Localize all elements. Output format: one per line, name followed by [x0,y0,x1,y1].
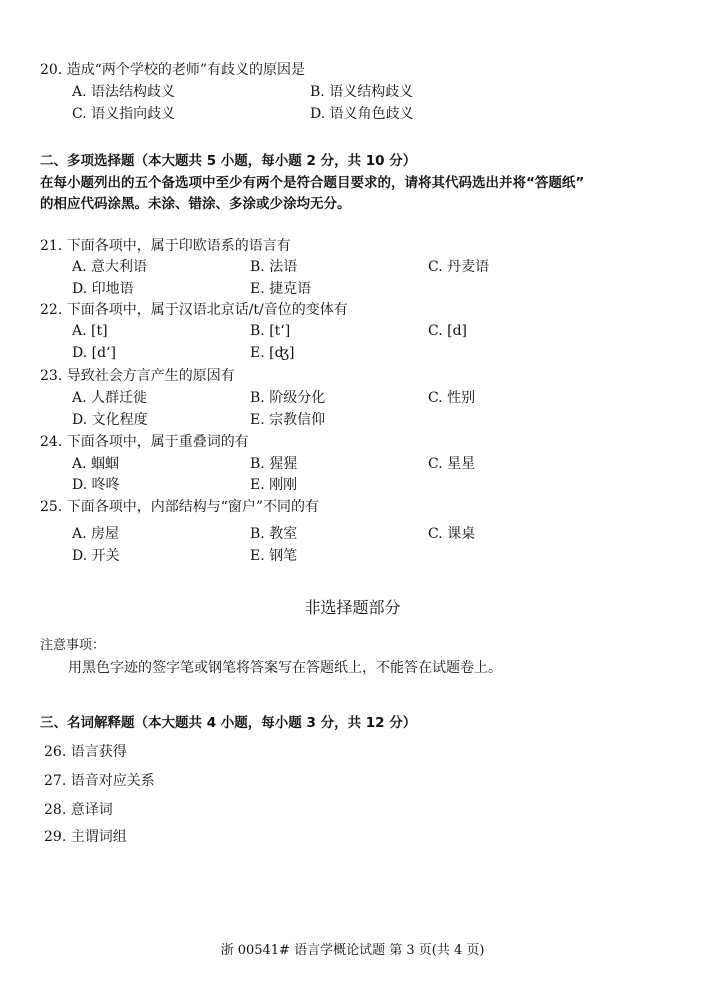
notes-label: 注意事项： [40,638,106,653]
question-20-option-b: B. 语义结构歧义 [310,84,414,100]
question-23-stem: 23. 导致社会方言产生的原因有 [40,368,235,384]
section-2-title: 二、多项选择题（本大题共 5 小题，每小题 2 分，共 10 分） [40,153,417,169]
question-22-stem: 22. 下面各项中，属于汉语北京话/t/音位的变体有 [40,302,348,318]
question-20-option-c: C. 语义指向歧义 [72,106,176,122]
question-24-option-b: B. 猩猩 [250,456,298,472]
question-24-option-c: C. 星星 [428,456,476,472]
page-footer: 浙 00541# 语言学概论试题 第 3 页(共 4 页) [220,943,485,958]
question-27: 27. 语音对应关系 [44,773,155,789]
question-25-option-e: E. 钢笔 [250,548,298,564]
question-28: 28. 意译词 [44,802,113,818]
section-2-instruction-line1: 在每小题列出的五个备选项中至少有两个是符合题目要求的，请将其代码选出并将“答题纸” [40,175,585,191]
question-25-stem: 25. 下面各项中，内部结构与“窗户”不同的有 [40,499,320,515]
section-3-title: 三、名词解释题（本大题共 4 小题，每小题 3 分，共 12 分） [40,715,417,731]
question-25-option-c: C. 课桌 [428,526,476,542]
question-22-option-d: D. [dʻ] [72,345,116,361]
question-23-option-a: A. 人群迁徙 [72,390,148,406]
question-24-option-a: A. 蝈蝈 [72,456,120,472]
question-21-stem: 21. 下面各项中，属于印欧语系的语言有 [40,238,291,254]
question-23-option-d: D. 文化程度 [72,412,148,428]
question-21-option-c: C. 丹麦语 [428,259,490,275]
question-23-option-b: B. 阶级分化 [250,390,326,406]
question-25-option-d: D. 开关 [72,548,120,564]
question-21-option-a: A. 意大利语 [72,259,148,275]
question-22-option-e: E. [ʤ] [250,345,295,361]
question-21-option-d: D. 印地语 [72,281,134,297]
question-22-option-c: C. [d] [428,323,467,339]
question-25-option-b: B. 教室 [250,526,298,542]
question-20-stem: 20. 造成“两个学校的老师”有歧义的原因是 [40,62,306,78]
question-21-option-e: E. 捷克语 [250,281,312,297]
question-20-option-a: A. 语法结构歧义 [72,84,176,100]
question-23-option-e: E. 宗教信仰 [250,412,326,428]
non-choice-part-title: 非选择题部分 [304,598,401,617]
question-22-option-b: B. [tʻ] [250,323,291,339]
question-24-stem: 24. 下面各项中，属于重叠词的有 [40,434,249,450]
question-22-option-a: A. [t] [72,323,108,339]
question-26: 26. 语言获得 [44,744,127,760]
question-20-option-d: D. 语义角色歧义 [310,106,414,122]
question-24-option-d: D. 咚咚 [72,477,120,493]
question-21-option-b: B. 法语 [250,259,298,275]
question-29: 29. 主谓词组 [44,829,127,845]
question-24-option-e: E. 刚刚 [250,477,298,493]
notes-text: 用黑色字迹的签字笔或钢笔将答案写在答题纸上，不能答在试题卷上。 [68,660,502,676]
question-23-option-c: C. 性别 [428,390,476,406]
section-2-instruction-line2: 的相应代码涂黑。未涂、错涂、多涂或少涂均无分。 [40,196,351,212]
question-25-option-a: A. 房屋 [72,526,120,542]
